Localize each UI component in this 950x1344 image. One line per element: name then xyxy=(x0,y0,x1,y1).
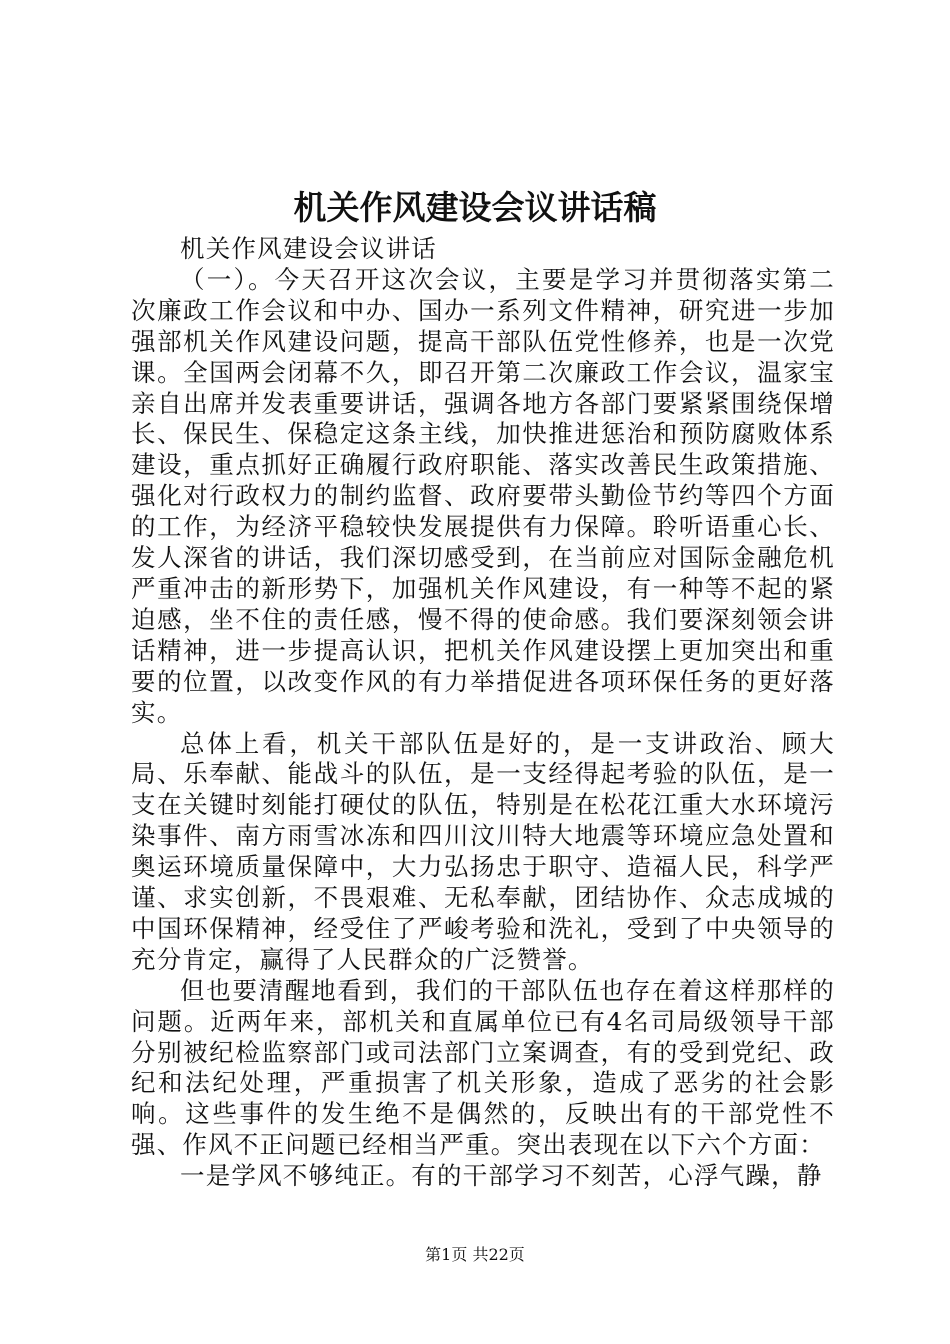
page-footer: 第1页 共22页 xyxy=(425,1245,525,1264)
paragraph-2: 总体上看，机关干部队伍是好的，是一支讲政治、顾大局、乐奉献、能战斗的队伍，是一支经得起考验的队伍，是一支在关键时刻能打硬仗的队伍，特别是在松花江重大水环境污染事件、南方雨雪冰冻和四川汶川特大地震等环境应急处置和奥运环境质量保障中，大力弘扬忠于职守、造福人民，科学严谨、求实创新，不畏艰难、无私奉献，团结协作、众志成城的中国环保精神，经受住了严峻考验和洗礼，受到了中央领导的充分肯定，赢得了人民群众的广泛赞誉。 xyxy=(131,728,835,974)
document-title: 机关作风建设会议讲话稿 xyxy=(293,188,657,227)
document-body xyxy=(131,234,835,1192)
paragraph-1: （一）。今天召开这次会议，主要是学习并贯彻落实第二次廉政工作会议和中办、国办一系列文件精神，研究进一步加强部机关作风建设问题，提高干部队伍党性修养，也是一次党课。全国两会闭幕不久，即召开第二次廉政工作会议，温家宝亲自出席并发表重要讲话，强调各地方各部门要紧紧围绕保增长、保民生、保稳定这条主线，加快推进惩治和预防腐败体系建设，重点抓好正确履行政府职能、落实改善民生政策措施、强化对行政权力的制约监督、政府要带头勤俭节约等四个方面的工作，为经济平稳较快发展提供有力保障。聆听语重心长、发人深省的讲话，我们深切感受到，在当前应对国际金融危机严重冲击的新形势下，加强机关作风建设，有一种等不起的紧迫感，坐不住的责任感，慢不得的使命感。我们要深刻领会讲话精神，进一步提高认识，把机关作风建设摆上更加突出和重要的位置，以改变作风的有力举措促进各项环保任务的更好落实。 xyxy=(131,264,835,727)
paragraph-3: 但也要清醒地看到，我们的干部队伍也存在着这样那样的问题。近两年来，部机关和直属单位已有4名司局级领导干部分别被纪检监察部门或司法部门立案调查，有的受到党纪、政纪和法纪处理，严重损害了机关形象，造成了恶劣的社会影响。这些事件的发生绝不是偶然的，反映出有的干部党性不强、作风不正问题已经相当严重。突出表现在以下六个方面： xyxy=(131,975,835,1160)
paragraph-subtitle: 机关作风建设会议讲话 xyxy=(180,234,437,263)
paragraph-4: 一是学风不够纯正。有的干部学习不刻苦，心浮气躁，静 xyxy=(180,1161,823,1191)
